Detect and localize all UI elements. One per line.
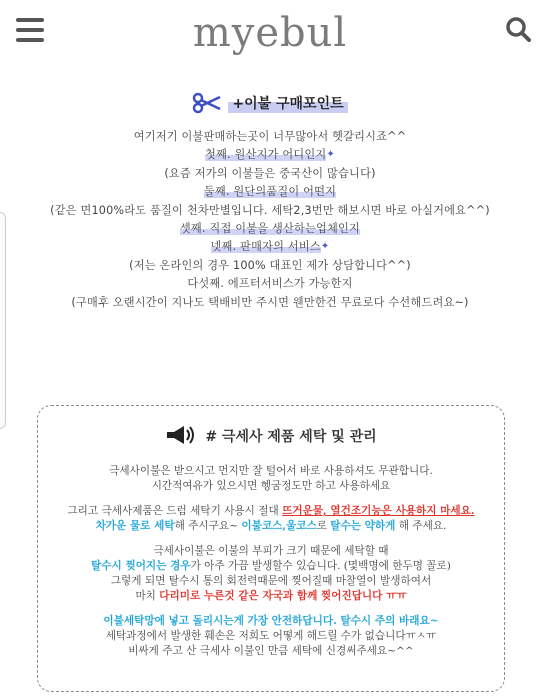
guide-line: 셋째. 직접 이불을 생산하는업체인지 [179, 222, 361, 236]
scissors-icon [192, 92, 222, 114]
guide-line: (요즘 저가의 이불들은 중국산이 많습니다) [164, 166, 376, 180]
guide-line: 첫째. 원산지가 어디인지✦ [205, 148, 335, 162]
care-paragraph: 극세사이불은 받으시고 먼지만 잘 털어서 바로 사용하셔도 무관합니다. 시간적여유가 있으시면 헹굼정도만 하고 사용하세요 [109, 465, 433, 492]
guide-title-text: +이불 구매포인트 [228, 93, 347, 113]
guide-line: 여기저기 이불판매하는곳이 너무많아서 헷갈리시죠^^ [133, 130, 407, 143]
guide-line: (같은 면100%라도 품질이 천차만별입니다. 세탁2,3번만 해보시면 바로 아실거에요^^) [50, 203, 490, 217]
care-paragraph: 그리고 극세사제품은 드럼 세탁기 사용시 절대 뜨거운물, 열건조기능은 사용하지 마세요. 차가운 물로 세탁해 주시구요~ 이불코스,울코스로 탈수는 약하게 해 주세요. [67, 505, 475, 532]
search-icon[interactable] [505, 16, 533, 44]
guide-line: 다섯째. 에프터서비스가 가능한지 [187, 277, 353, 291]
site-logo[interactable]: myebul [192, 10, 348, 56]
guide-line: (구매후 오랜시간이 지나도 택배비만 주시면 웬만한건 무료로다 수선해드려요~) [71, 295, 469, 309]
care-paragraph: 이불세탁망에 넣고 돌리시는게 가장 안전하답니다. 탈수시 주의 바래요~ 세탁과정에서 발생한 훼손은 저희도 어떻게 해드릴 수가 없습니다ㅠㅅㅠ 비싸게 주고 산 극세사 이불인 만큼 세탁에 신경써주세요~^^ [103, 615, 439, 657]
megaphone-icon [165, 424, 197, 450]
care-paragraph: 극세사이불은 이불의 부피가 크기 때문에 세탁할 때 탈수시 찢어지는 경우가 아주 가끔 발생할수 있습니다. (몇백명에 한두명 꼴로) 그렇게 되면 탈수시 통의 회전력때문에 찢어질때 마찰열이 발생하여서 마치 다리미로 누른것 같은 자국과 함께 찢어진답니다 ㅠㅠ [91, 545, 451, 602]
purchase-guide [0, 92, 540, 312]
guide-line: 둘째. 원단의품질이 어떤지 [203, 185, 337, 199]
care-title [38, 424, 504, 450]
guide-title [192, 92, 347, 114]
care-title-text: # 극세사 제품 세탁 및 관리 [205, 429, 377, 445]
site-header [0, 0, 540, 70]
guide-line: (저는 온라인의 경우 100% 대표인 제가 상담합니다^^) [129, 258, 411, 272]
care-instructions-box [37, 405, 505, 692]
guide-line: 넷째. 판매자의 서비스✦ [210, 240, 330, 254]
